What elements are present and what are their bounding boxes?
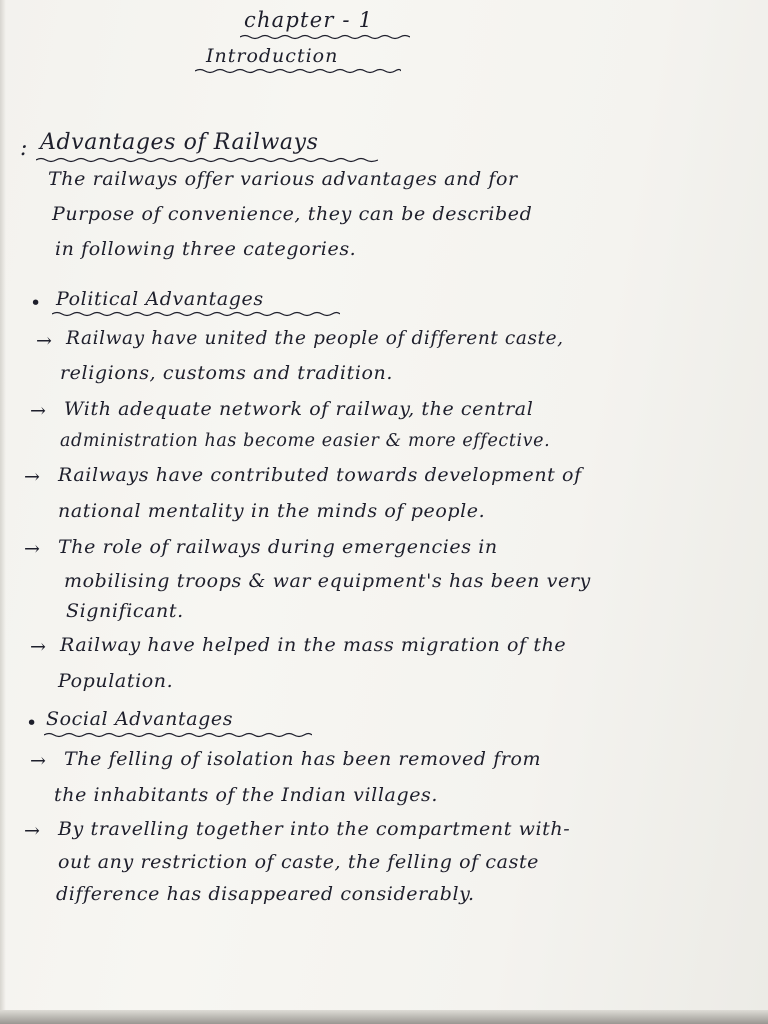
- political-point-line: The role of railways during emergencies in: [58, 536, 498, 558]
- political-point-line: mobilising troops & war equipment's has been very: [64, 570, 591, 592]
- arrow-icon: →: [24, 538, 41, 560]
- political-point-line: Railway have united the people of different caste,: [66, 328, 564, 349]
- page-bottom-edge: [0, 1010, 768, 1024]
- arrow-icon: →: [36, 330, 53, 352]
- page-shadow: [0, 0, 6, 1024]
- political-point-line: Railway have helped in the mass migration of the: [60, 634, 567, 656]
- title-underline: [195, 68, 401, 72]
- social-point-line: out any restriction of caste, the felling of caste: [58, 851, 540, 873]
- intro-line: The railways offer various advantages and for: [48, 168, 518, 190]
- political-point-line: Railways have contributed towards development of: [58, 464, 582, 486]
- social-heading: Social Advantages: [46, 708, 234, 730]
- arrow-icon: →: [30, 400, 47, 422]
- social-point-line: the inhabitants of the Indian villages.: [54, 784, 439, 806]
- section-underline: [36, 157, 378, 161]
- political-heading: Political Advantages: [56, 288, 264, 310]
- political-underline: [52, 311, 340, 315]
- social-point-line: The felling of isolation has been removed from: [64, 748, 542, 770]
- political-point-line: national mentality in the minds of people.: [58, 500, 486, 522]
- social-bullet: •: [26, 712, 38, 734]
- social-underline: [44, 732, 312, 736]
- chapter-underline: [240, 34, 410, 38]
- arrow-icon: →: [30, 636, 47, 658]
- intro-line: in following three categories.: [55, 238, 357, 260]
- page-title: Introduction: [206, 45, 339, 67]
- political-bullet: •: [30, 292, 42, 314]
- section-marker: :: [20, 136, 29, 161]
- arrow-icon: →: [24, 466, 41, 488]
- section-heading: Advantages of Railways: [40, 130, 319, 155]
- political-point-line: administration has become easier & more effective.: [60, 431, 551, 451]
- arrow-icon: →: [24, 820, 41, 842]
- political-point-line: With adequate network of railway, the central: [64, 398, 534, 420]
- arrow-icon: →: [30, 750, 47, 772]
- intro-line: Purpose of convenience, they can be described: [52, 203, 533, 225]
- political-point-line: Significant.: [66, 600, 184, 622]
- political-point-line: Population.: [58, 670, 174, 692]
- political-point-line: religions, customs and tradition.: [60, 362, 394, 384]
- chapter-label: chapter - 1: [244, 8, 374, 32]
- social-point-line: difference has disappeared considerably.: [56, 883, 475, 905]
- social-point-line: By travelling together into the compartment with-: [58, 818, 571, 840]
